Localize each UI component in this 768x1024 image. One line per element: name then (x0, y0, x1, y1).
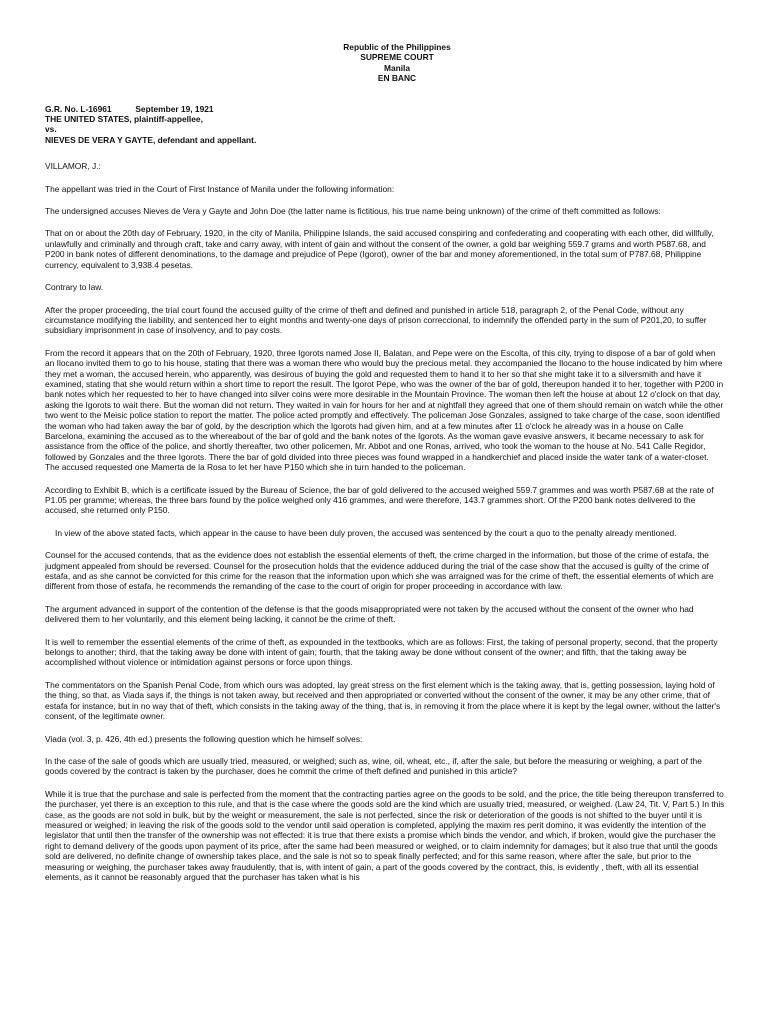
decision-date: September 19, 1921 (135, 103, 214, 114)
decision-page (45, 42, 725, 882)
body-paragraph: It is well to remember the essential elements of the crime of theft, as expounded in the textbooks, which are as follows: First, the taking of personal property, second, that the property belongs to another; third, that the taking away be done with intent of gain; fourth, that the taking away be done without consent of the owner; and fifth, that the taking away be accomplished without violence or intimidation against persons or force upon things. (45, 636, 718, 668)
court-header (69, 42, 725, 84)
information-paragraph: That on or about the 20th day of February, 1920, in the city of Manila, Philippine Islands, the said accused conspiring and confederating and cooperating with each other, did willfully, unlawfully and criminally and through craft, take and carry away, with intent of gain and without the consent of the owner, a gold bar weighing 559.7 grams and worth P587.68, and P200 in bank notes of different denominations, to the damage and prejudice of Pepe (Igorot), owner of the bar and money aforementioned, in the total sum of P787.68, Philippine currency, equivalent to 3,938.4 pesetas. (45, 228, 714, 270)
body-paragraph: The argument advanced in support of the contention of the defense is that the goods misappropriated were not taken by the accused without the consent of the owner who had delivered them to her voluntarily, and this element being lacking, it cannot be the crime of theft. (45, 603, 694, 625)
body-paragraph: After the proper proceeding, the trial court found the accused guilty of the crime of theft and defined and punished in article 518, paragraph 2, of the Penal Code, without any circumstance modifying the liability, and sentenced her to eight months and twenty-one days of prison correccional, to indemnify the offended party in the sum of P201,20, to suffer subsidiary imprisonment in case of insolvency, and to pay costs. (45, 304, 707, 336)
court-name: SUPREME COURT (360, 52, 434, 63)
decision-body (45, 184, 725, 883)
versus: vs. (45, 124, 57, 135)
case-number-line (45, 104, 725, 114)
body-paragraph: According to Exhibit B, which is a certificate issued by the Bureau of Science, the bar of gold delivered to the accused weighed 559.7 grammes and was worth P587.68 at the rate of P1.05 per gramme; whereas, the three bars found by the police weighed only 416 grammes, and were therefore, 143.7 grammes short. Of the P200 bank notes delivered to the accused, she returned only P150. (45, 484, 714, 516)
gr-number: G.R. No. L-16961 (45, 103, 112, 114)
body-paragraph: The commentators on the Spanish Penal Code, from which ours was adopted, lay great stress on the first element which is the taking away, that is, getting possession, laying hold of the thing, so that, as Viada says if, the things is not taken away, but received and then appropriated or converted without the consent of the owner, it may be any other crime, that of estafa for instance, but in no way that of theft, which consists in the taking away of the thing, that is, in removing it from the place where it is kept by the legal owner, without the latter's consent, of the legitimate owner. (45, 679, 721, 722)
information-paragraph: The undersigned accuses Nieves de Vera y Gayte and John Doe (the latter name is fictitious, his true name being unknown) of the crime of theft committed as follows: (45, 206, 661, 217)
court-city: Manila (383, 62, 411, 73)
body-paragraph: The appellant was tried in the Court of First Instance of Manila under the following information: (45, 183, 395, 194)
body-paragraph: From the record it appears that on the 20th of February, 1920, three Igorots named Jose II, Balatan, and Pepe were on the Escolta, of this city, trying to dispose of a bar of gold when an Ilocano invited them to go to his house, stating that there was a woman there who would buy the precious metal. they accompanied the Ilocano to the house indicated by him where they met a woman, the accused herein, who apparently, was desirous of buying the gold and requested them to hand it to her so that she might take it to a silversmith and have it examined, stating that she would return within a short time to report the result. The Igorot Pepe, who was the owner of the bar of gold, thereupon handed it to her, together with P200 in bank notes which her requested to her to have changed into silver coins were more desirable in the Mountain Province. The woman then left the house at about 12 o'clock on that day, asking the Igorots to wait there. But the woman did not return. They waited in vain for hours for her and at nightfall they agreed that one of them should remain on watch while the other two went to the Meisic police station to report the matter. The police acted promptly and effectively. The policeman Jose Gonzales, assigned to take charge of the case, soon identified the woman who had taken away the bar of gold, by the description which the Igorots had given him, and at a few minutes after 11 o'clock he already was in a house on Calle Barcelona, examining the accused as to the whereabout of the bar of gold and the bank notes of the Igorots. As the woman gave evasive answers, it became necessary to ask for assistance from the office of the police, and shortly thereafter, two other policemen, Mr. Abbot and one Ronas, arrived, who took the woman to the house at No. 541 Calle Regidor, followed by Gonzales and the three Igorots. There the bar of gold divided into three pieces was found wrapped in a handkerchief and placed inside the water tank of a water-closet. The accused requested one Mamerta de la Rosa to let her have P150 which she in turn handed to the policeman. (45, 347, 724, 473)
republic-line: Republic of the Philippines (343, 42, 451, 52)
body-paragraph: In view of the above stated facts, which appear in the cause to have been duly proven, the accused was sentenced by the court a quo to the penalty already mentioned. (55, 527, 677, 538)
body-paragraph: Viada (vol. 3, p. 426, 4th ed.) presents the following question which he himself solves: (45, 733, 363, 744)
court-division: EN BANC (377, 73, 417, 84)
information-paragraph: Contrary to law. (45, 282, 104, 293)
defendant: NIEVES DE VERA Y GAYTE, defendant and appellant. (45, 134, 257, 145)
quoted-paragraph: In the case of the sale of goods which are usually tried, measured, or weighed; such as, wine, oil, wheat, etc., if, after the sale, but before the measuring or weighing, a part of the goods covered by the contract is taken by the purchaser, does he commit the crime of theft defined and punished in this article? (45, 755, 702, 777)
body-paragraph: Counsel for the accused contends, that as the evidence does not establish the essential elements of theft, the crime charged in the information, but those of the crime of estafa, the judgment appealed from should be reversed. Counsel for the prosecution holds that the evidence adduced during the trial of the case show that the accused is guilty of the crime of estafa, and as she cannot be convicted for this crime for the reason that the information upon which she was arraigned was for the crime of theft, the essential elements of which are different from those of estafa, he recommends the remanding of the case to the court of origin for proper proceeding in accordance with law. (45, 550, 714, 592)
ponente: VILLAMOR, J.: (45, 161, 101, 172)
quoted-paragraph: While it is true that the purchase and sale is perfected from the moment that the contracting parties agree on the goods to be sold, and the price, the title being thereupon transferred to the purchaser, yet there is an exception to this rule, and that is the case where the goods sold are the kind which are usually tried, measured, or weighed. (Law 24, Tit. V, Part 5.) In this case, as the goods are not sold in bulk, but by the weight or measurement, the sale is not perfected, since the risk or deterioration of the goods is not shifted to the buyer until it is measured or weighed; in leaving the risk of the goods sold to the vendor until said operation is completed, applying the maxim res perit domino, it was evidently the intention of the legislator that until then the transfer of the ownership was not effected: it is true that there exists a promise which binds the vendor, and which, if broken, would give the purchaser the right to demand delivery of the goods upon payment of its price, after the same had been measured or weighed, or to claim indemnity for damages; but it also true that until the goods sold are delivered, no definite change of ownership takes place, and the sale is not so to speak finally perfected; and for this same reason, where after the sale, but prior to the measuring or weighing, the purchaser takes away fraudulently, that is, with intent of gain, a part of the goods covered by the contract, this, is evidently , theft, with all its essential elements, as it cannot be reasonably argued that the purchaser has taken what is his (45, 788, 725, 882)
plaintiff: THE UNITED STATES, plaintiff-appellee, (45, 114, 203, 125)
case-caption (45, 104, 725, 146)
